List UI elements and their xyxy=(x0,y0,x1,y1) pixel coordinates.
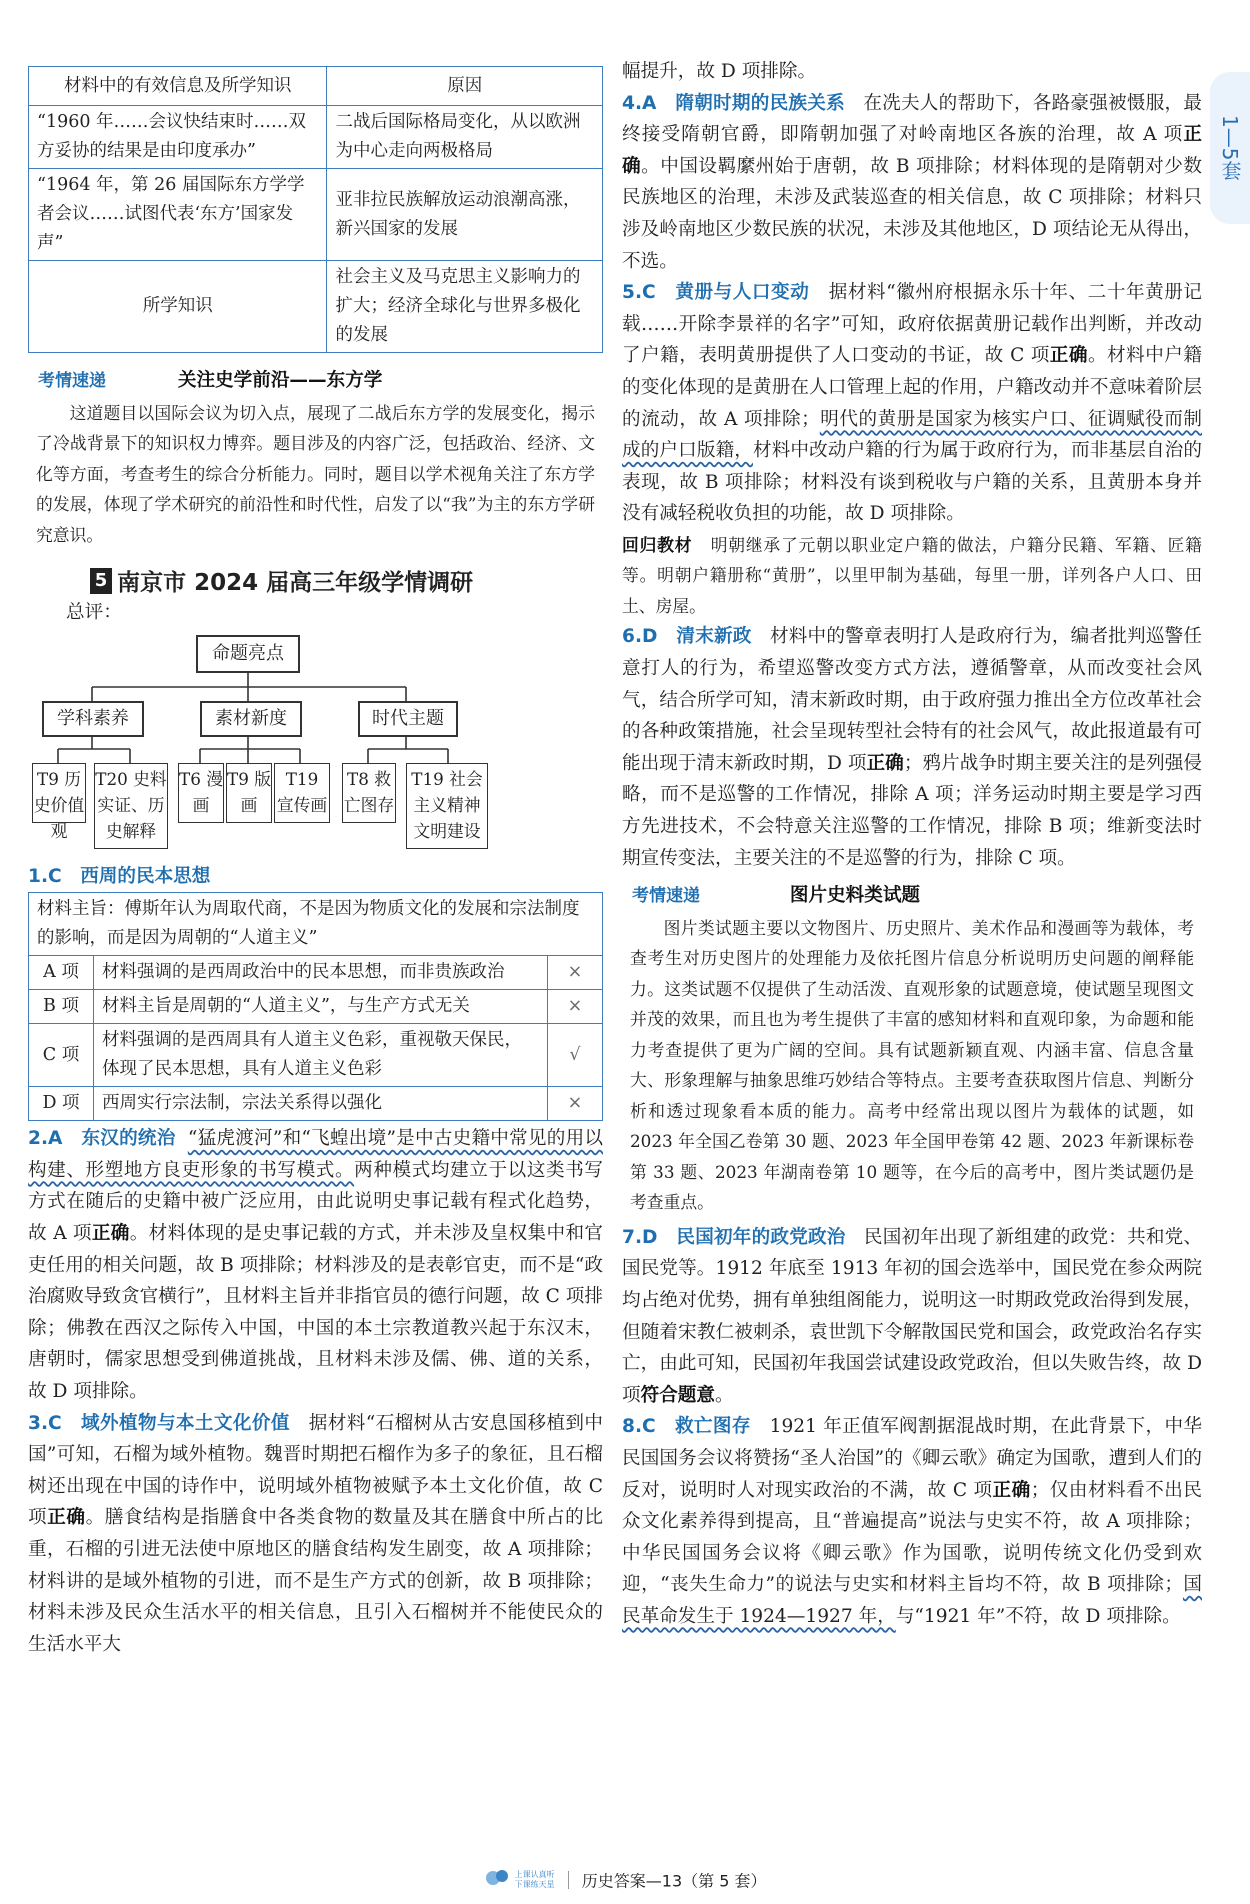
material-gist: 材料主旨：傅斯年认为周取代商，不是因为物质文化的发展和宗法制度的影响，而是因为周朝的“人道主义” xyxy=(29,893,603,956)
question-heading: 7.D 民国初年的政党政治 xyxy=(622,1226,846,1248)
question-4 xyxy=(622,88,1202,278)
option-text: 材料强调的是西周具有人道主义色彩，重视敬天保民，体现了民本思想，具有人道主义色彩 xyxy=(94,1024,548,1087)
diagram-root: 命题亮点 xyxy=(196,635,300,673)
verdict-text: 正确 xyxy=(622,124,1202,177)
exam-trend-block xyxy=(28,365,603,550)
wrong-mark: × xyxy=(548,990,603,1024)
wavy-underline-text: 国民革命发生于 1924—1927 年， xyxy=(622,1574,1202,1627)
table-cell: 所学知识 xyxy=(29,261,327,353)
verdict-text: 正确 xyxy=(866,752,904,774)
question-1-table xyxy=(28,892,603,1121)
wavy-underline-text: “猛虎渡河”和“飞蝗出境”是中古史籍中常见的用以构建、形塑地方良吏形象的书写模式。 xyxy=(28,1128,603,1181)
table-row xyxy=(29,106,603,169)
logo-line: 下课练天星 xyxy=(514,1880,555,1889)
logo-line: 上课认真听 xyxy=(514,1870,555,1879)
answer-text: 两种模式均建立于以这类书写方式在随后的史籍中被广泛应用，由此说明史事记载有程式化趋势，故 A 项 xyxy=(28,1159,603,1245)
exam-trend-title: 关注史学前沿——东方学 xyxy=(177,370,383,391)
question-heading: 1.C 西周的民本思想 xyxy=(28,865,211,887)
section-title: 南京市 2024 届高三年级学情调研 xyxy=(117,570,474,597)
answer-text: 。 xyxy=(715,1384,734,1406)
option-text: 材料主旨是周朝的“人道主义”，与生产方式无关 xyxy=(94,990,548,1024)
answer-text: 与“1921 年”不符，故 D 项排除。 xyxy=(895,1605,1181,1627)
table-header: 材料中的有效信息及所学知识 xyxy=(29,67,327,106)
question-1 xyxy=(28,861,603,893)
answer-text: 。中国设羁縻州始于唐朝，故 B 项排除；材料体现的是隋朝对少数民族地区的治理，未涉及武装巡查的相关信息，故 C 项排除；材料只涉及岭南地区少数民族的状况，未涉及其他地区，D 项结论无从得出，不选。 xyxy=(622,155,1202,272)
option-row xyxy=(29,1087,603,1121)
option-text: 材料强调的是西周政治中的民本思想，而非贵族政治 xyxy=(94,956,548,990)
brand-logo-icon xyxy=(484,1866,510,1890)
wrong-mark: × xyxy=(548,1087,603,1121)
question-3 xyxy=(28,1408,603,1661)
option-label: B 项 xyxy=(29,990,94,1024)
question-heading: 6.D 清末新政 xyxy=(622,626,752,648)
diagram-branch: 时代主题 xyxy=(358,701,458,737)
textbook-review xyxy=(622,530,1202,622)
textbook-review-text: 明朝继承了元朝以职业定户籍的做法，户籍分民籍、军籍、匠籍等。明朝户籍册称“黄册”，以里甲制为基础，每里一册，详列各户人口、田土、房屋。 xyxy=(622,534,1202,616)
answer-text: ；仅由材料看不出民众文化素养得到提高，且“普遍提高”说法与史实不符，故 A 项排除；中华民国国务会议将《卿云歌》作为国歌，说明传统文化仍受到欢迎，“丧失生命力”的说法与史实和材料主旨均不符，故 B 项排除； xyxy=(622,1479,1202,1596)
exam-trend-title: 图片史料类试题 xyxy=(789,885,921,907)
textbook-review-tag: 回归教材 xyxy=(622,534,693,555)
analysis-table xyxy=(28,66,603,353)
table-row xyxy=(29,169,603,261)
diagram-leaf: T19 宣传画 xyxy=(274,763,330,823)
diagram-leaf: T6 漫画 xyxy=(178,763,224,823)
table-cell: 亚非拉民族解放运动浪潮高涨，新兴国家的发展 xyxy=(327,169,603,261)
diagram-branch: 素材新度 xyxy=(200,701,302,737)
diagram-leaf: T20 史料实证、历史解释 xyxy=(94,763,168,849)
option-label: A 项 xyxy=(29,956,94,990)
question-5 xyxy=(622,277,1202,530)
option-row xyxy=(29,956,603,990)
diagram-branch: 学科素养 xyxy=(42,701,144,737)
continued-text: 幅提升，故 D 项排除。 xyxy=(622,61,817,82)
answer-text: 。材料体现的是史事记载的方式，并未涉及皇权集中和官吏任用的相关问题，故 B 项排除；材料涉及的是表彰官吏，而不是“政治腐败导致贪官横行”，且材料主旨并非指官员的德行问题，故 C 项排除；佛教在西汉之际传入中国，中国的本土宗教道教兴起于东汉末，唐朝时，儒家思想受到佛道挑战，且材料未涉及儒、佛、道的关系，故 D 项排除。 xyxy=(28,1223,603,1403)
question-heading: 2.A 东汉的统治 xyxy=(28,1128,176,1150)
exam-trend-tag: 考情速递 xyxy=(38,371,106,391)
section-number: 5 xyxy=(90,568,112,594)
left-column xyxy=(28,0,603,1660)
wavy-underline-text: 明代的黄册是国家为核实户口、征调赋役而制成的户口版籍， xyxy=(622,408,1202,462)
answer-text: 民国初年出现了新组建的政党：共和党、国民党等。1912 年底至 1913 年初的国会选举中，国民党在参众两院均占绝对优势，拥有单独组阁能力，说明这一时期政党政治得到发展，但随着宋教仁被刺杀，袁世凯下令解散国民党和国会，政党政治名存实亡，由此可知，民国初年我国尝试建设政党政治，但以失败告终，故 D 项 xyxy=(622,1226,1203,1406)
exam-trend-text: 这道题目以国际会议为切入点，展现了二战后东方学的发展变化，揭示了冷战背景下的知识权力博弈。题目涉及的内容广泛，包括政治、经济、文化等方面，考查考生的综合分析能力。同时，题目以学术视角关注了东方学的发展，体现了学术研究的前沿性和时代性，启发了以“我”为主的东方学研究意识。 xyxy=(36,402,595,545)
exam-trend-block xyxy=(622,880,1202,1218)
summary-label: 总评： xyxy=(66,602,122,624)
answer-text: 1921 年正值军阀割据混战时期，在此背景下，中华民国国务会议将赞扬“圣人治国”的《卿云歌》确定为国歌，遭到人们的反对，说明时人对现实政治的不满，故 C 项 xyxy=(622,1416,1202,1501)
diagram-leaf: T19 社会主义精神文明建设 xyxy=(406,763,488,849)
exam-trend-text: 图片类试题主要以文物图片、历史照片、美术作品和漫画等为载体，考查考生对历史图片的处理能力及依托图片信息分析说明历史问题的阐释能力。这类试题不仅提供了生动活泼、直观形象的试题意境，使试题呈现图文并茂的效果，而且也为考生提供了丰富的感知材料和直观印象，为命题和能力考查提供了更为广阔的空间。具有试题新颖直观、内涵丰富、信息含量大、形象理解与抽象思维巧妙结合等特点。主要考查获取图片信息、判断分析和透过现象看本质的能力。高考中经常出现以图片为载体的试题，如 2023 年全国乙卷第 30 题、2023 年全国甲卷第 42 题、2023 年新课标卷第 33 题、2023 年湖南卷第 10 题等，在今后的高考中，图片类试题仍是考查重点。 xyxy=(630,917,1194,1213)
option-label: D 项 xyxy=(29,1087,94,1121)
verdict-text: 正确 xyxy=(1049,345,1088,367)
right-column xyxy=(622,0,1202,1632)
question-heading: 4.A 隋朝时期的民族关系 xyxy=(622,92,845,114)
diagram-leaf: T9 历史价值观 xyxy=(32,763,86,823)
answer-text: 。膳食结构是指膳食中各类食物的数量及其在膳食中所占的比重，石榴的引进无法使中原地区的膳食结构发生剧变，故 A 项排除；材料讲的是域外植物的引进，而不是生产方式的创新，故 B 项排除；材料未涉及民众生活水平的相关信息，且引入石榴树并不能使民众的生活水平大 xyxy=(28,1507,603,1655)
answer-text: 。材料中户籍的变化体现的是黄册在人口管理上起的作用，户籍改动并不意味着阶层的流动，故 A 项排除； xyxy=(622,345,1202,430)
exam-trend-tag: 考情速递 xyxy=(632,886,700,907)
answer-text: ；鸦片战争时期主要关注的是列强侵略，而不是巡警的工作情况，排除 A 项；洋务运动时期主要是学习西方先进技术，不会特意关注巡警的工作情况，排除 B 项；维新变法时期宣传变法，主要关注的不是巡警的行为，排除 C 项。 xyxy=(622,752,1202,869)
verdict-text: 正确 xyxy=(91,1223,130,1245)
question-heading: 8.C 救亡图存 xyxy=(622,1416,751,1438)
option-label: C 项 xyxy=(29,1024,94,1087)
page-number: 历史答案—13（第 5 套） xyxy=(581,1871,767,1891)
diagram-leaf: T8 救亡图存 xyxy=(342,763,396,823)
set-range-tab: 1—5套 xyxy=(1210,72,1250,224)
wrong-mark: × xyxy=(548,956,603,990)
answer-text: 材料中改动户籍的行为属于政府行为，而非基层自治的表现，故 B 项排除；材料没有谈到税收与户籍的关系，且黄册本身并没有减轻税收负担的功能，故 D 项排除。 xyxy=(622,440,1202,525)
answer-text: 据材料“石榴树从古安息国移植到中国”可知，石榴为域外植物。魏晋时期把石榴作为多子的象征，且石榴树还出现在中国的诗作中，说明域外植物被赋予本土文化价值，故 C 项 xyxy=(28,1412,603,1529)
table-cell: “1960 年……会议快结束时……双方妥协的结果是由印度承办” xyxy=(29,106,327,169)
highlight-diagram xyxy=(28,629,603,849)
answer-text: 据材料“徽州府根据永乐十年、二十年黄册记载……开除李景祥的名字”可知，政府依据黄册记载作出判断，并改动了户籍，表明黄册提供了人口变动的书证，故 C 项 xyxy=(622,282,1202,367)
table-row xyxy=(29,261,603,353)
option-row xyxy=(29,990,603,1024)
brand-logo xyxy=(484,1866,510,1894)
table-cell: “1964 年，第 26 届国际东方学学者会议……试图代表‘东方’国家发声” xyxy=(29,169,327,261)
verdict-text: 正确 xyxy=(47,1507,86,1529)
question-heading: 3.C 域外植物与本土文化价值 xyxy=(28,1412,290,1434)
table-header: 原因 xyxy=(327,67,603,106)
section-heading xyxy=(28,564,603,597)
table-cell: 二战后国际格局变化，从以欧洲为中心走向两极格局 xyxy=(327,106,603,169)
answer-text: 在冼夫人的帮助下，各路豪强被慑服，最终接受隋朝官爵，即隋朝加强了对岭南地区各族的治理，故 A 项 xyxy=(622,92,1202,146)
question-7 xyxy=(622,1222,1202,1412)
answer-text: 材料中的警章表明打人是政府行为，编者批判巡警任意打人的行为，希望巡警改变方式方法，遵循警章，从而改变社会风气，结合所学可知，清末新政时期，由于政府强力推出全方位改革社会的各种政策措施，社会呈现转型社会特有的社会风气，故此报道最有可能出现于清末新政时期，D 项 xyxy=(622,626,1203,774)
option-row xyxy=(29,1024,603,1087)
table-cell: 社会主义及马克思主义影响力的扩大；经济全球化与世界多极化的发展 xyxy=(327,261,603,353)
question-6 xyxy=(622,621,1202,874)
page-footer xyxy=(0,1866,1250,1896)
verdict-text: 正确 xyxy=(992,1479,1031,1501)
correct-mark: √ xyxy=(548,1024,603,1087)
question-heading: 5.C 黄册与人口变动 xyxy=(622,282,810,304)
question-2 xyxy=(28,1123,603,1407)
question-8 xyxy=(622,1411,1202,1632)
diagram-leaf: T9 版画 xyxy=(226,763,272,823)
verdict-text: 符合题意 xyxy=(640,1384,715,1406)
option-text: 西周实行宗法制，宗法关系得以强化 xyxy=(94,1087,548,1121)
